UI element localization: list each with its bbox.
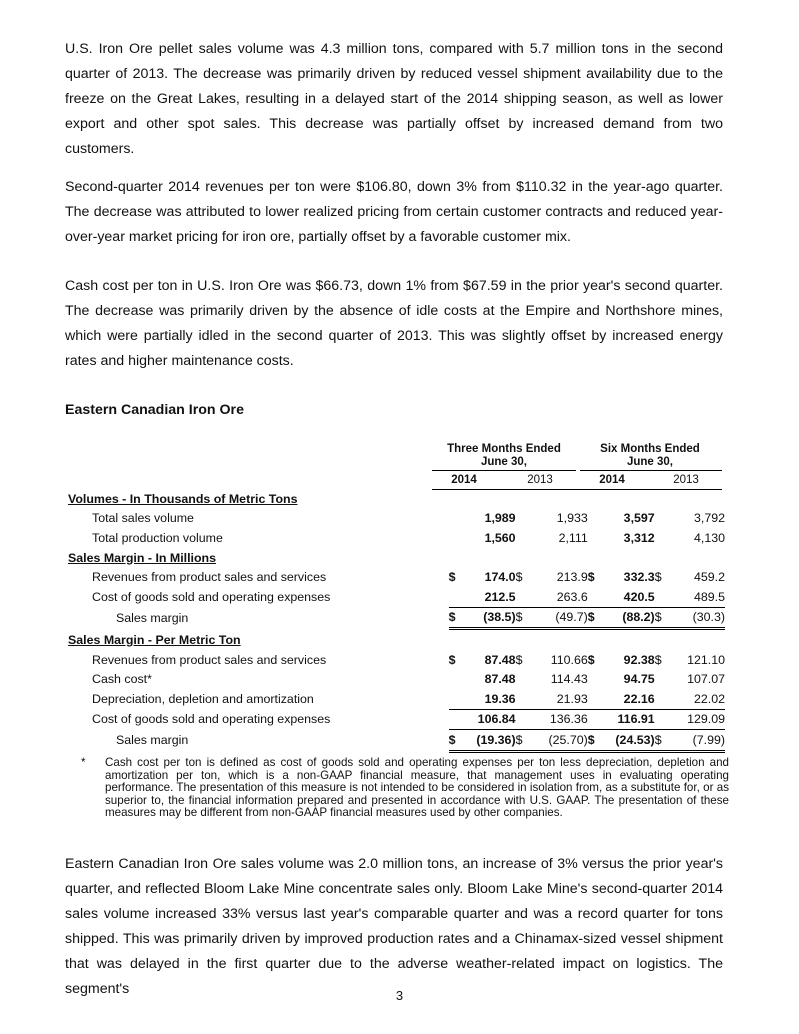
cell-value: 22.16 [623,691,655,706]
row-label: Revenues from product sales and services [92,570,327,585]
paragraph-cash-cost: Cash cost per ton in U.S. Iron Ore was $66.73, down 1% from $67.59 in the prior year's second quarter. The decrease was primarily driven by the absence of idle costs at the Empire and Northshore mines, which were partially idled in the second quarter of 2013. This was slightly offset by increased energy rates and higher maintenance costs. [65,278,723,369]
footnote-marker: * [81,756,86,769]
cell-value: (25.70) [527,730,588,752]
paragraph-eastern-canadian-volume: Eastern Canadian Iron Ore sales volume was 2.0 million tons, an increase of 3% versus the prior year's quarter, and reflected Bloom Lake Mine concentrate sales only. Bloom Lake Mine's second-quarter 2014 sales volume increased 33% versus last year's comparable quarter and was a record quarter for tons shipped. This was primarily driven by improved production rates and a Chinamax-sized vessel shipment that was delayed in the first quarter due to the adverse weather-related impact on logistics. The segment's [65,856,723,997]
currency-symbol: $ [516,730,527,752]
currency-symbol: $ [515,652,523,667]
row-label: Depreciation, depletion and amortization [92,691,314,706]
row-label: Sales margin [116,733,189,748]
section-label-margin-per-ton: Sales Margin - Per Metric Ton [68,632,241,647]
cell-value: (49.7) [527,607,588,629]
year-header-3m-2013: 2013 [527,474,553,486]
currency-symbol: $ [448,570,456,585]
cell-value: 21.93 [556,691,588,706]
cell-value: 19.36 [484,691,516,706]
year-header-6m-2014: 2014 [599,474,625,486]
section-label-margin-millions: Sales Margin - In Millions [68,550,217,565]
cell-value: 107.07 [687,672,725,687]
cell-value: (88.2) [599,607,655,629]
cell-value: 87.48 [484,672,516,687]
table-row [65,587,725,607]
cell-value: 420.5 [623,589,655,604]
currency-symbol: $ [655,730,666,752]
currency-symbol: $ [516,607,527,629]
cell-value: 1,989 [484,511,516,526]
currency-symbol: $ [654,652,662,667]
row-label: Cash cost* [92,672,152,687]
currency-symbol: $ [515,570,523,585]
row-label: Total production volume [92,530,223,545]
currency-symbol: $ [448,652,456,667]
section-label-volumes: Volumes - In Thousands of Metric Tons [68,491,298,506]
cell-value: 106.84 [460,709,516,730]
cell-value: (7.99) [666,730,725,752]
cell-value: 136.36 [527,709,588,730]
cell-value: 92.38 [623,652,655,667]
section-heading: Eastern Canadian Iron Ore [65,402,244,418]
year-header-6m-2013: 2013 [673,474,699,486]
six-months-header-line1: Six Months Ended [600,443,700,455]
cell-value: 110.66 [550,652,588,667]
currency-symbol: $ [449,607,460,629]
row-label: Sales margin [116,610,189,625]
three-months-header-line2: June 30, [480,456,528,468]
six-months-header-line2: June 30, [626,456,674,468]
cell-value: 129.09 [666,709,725,730]
table-row [65,528,725,548]
six-months-header [580,443,720,469]
paragraph-us-sales-volume: U.S. Iron Ore pellet sales volume was 4.3 million tons, compared with 5.7 million tons in the second quarter of 2013. The decrease was primarily driven by reduced vessel shipment availability due to the freeze on the Great Lakes, resulting in a delayed start of the 2014 shipping season, as well as lower export and other spot sales. This decrease was partially offset by increased demand from two customers. [65,41,723,157]
cell-value: 213.9 [556,570,588,585]
currency-symbol: $ [654,570,662,585]
cell-value: 263.6 [556,589,588,604]
cell-value: 3,597 [623,511,655,526]
cell-value: 114.43 [550,672,588,687]
cell-value: 121.10 [687,652,725,667]
table-row [65,689,725,709]
cell-value: 22.02 [693,691,725,706]
cell-value: 4,130 [693,530,725,545]
financial-table [65,489,725,753]
page-number: 3 [395,988,404,1003]
cell-value: 3,792 [693,511,725,526]
currency-symbol: $ [587,570,595,585]
cell-value: 116.91 [599,709,655,730]
row-label: Cost of goods sold and operating expenses [92,590,331,605]
table-row [65,607,725,629]
currency-symbol: $ [655,607,666,629]
currency-symbol: $ [588,730,599,752]
six-months-rule [580,470,722,471]
cell-value: 87.48 [484,652,516,667]
currency-symbol: $ [587,652,595,667]
table-row [65,730,725,752]
table-row [65,509,725,529]
currency-symbol: $ [588,607,599,629]
cell-value: 489.5 [693,589,725,604]
cell-value: 1,560 [484,530,516,545]
footnote [81,757,729,820]
cell-value: 332.3 [623,570,655,585]
footnote-text: Cash cost per ton is defined as cost of goods sold and operating expenses per ton less depreciation, depletion and amortization per ton, which is a non-GAAP financial measure, that management uses in evaluating operating performance. The presentation of this measure is not intended to be considered in isolation from, as a substitute for, or as superior to, the financial information prepared and presented in accordance with U.S. GAAP. The presentation of these measures may be different from non-GAAP financial measures used by other companies. [105,756,729,820]
cell-value: 1,933 [556,511,588,526]
cell-value: 212.5 [484,589,516,604]
three-months-rule [432,470,576,471]
cell-value: 2,111 [558,530,588,545]
row-label: Revenues from product sales and services [92,652,327,667]
table-section-row [65,489,725,509]
year-header-3m-2014: 2014 [451,474,477,486]
row-label: Cost of goods sold and operating expenses [92,712,331,727]
table-row [65,567,725,587]
cell-value: 459.2 [693,570,725,585]
table-row [65,709,725,730]
cell-value: (30.3) [666,607,725,629]
cell-value: 174.0 [484,570,516,585]
table-section-row [65,548,725,568]
table-row [65,669,725,689]
three-months-header-line1: Three Months Ended [447,443,561,455]
cell-value: (24.53) [599,730,655,752]
table-section-row [65,629,725,650]
table-row [65,650,725,670]
row-label: Total sales volume [92,511,194,526]
currency-symbol: $ [449,730,460,752]
cell-value: (38.5) [460,607,516,629]
paragraph-revenues-per-ton: Second-quarter 2014 revenues per ton were $106.80, down 3% from $110.32 in the year-ago quarter. The decrease was attributed to lower realized pricing from certain customer contracts and reduced year-over-year market pricing for iron ore, partially offset by a favorable customer mix. [65,179,723,245]
cell-value: 94.75 [623,672,655,687]
cell-value: 3,312 [623,530,655,545]
three-months-header [432,443,576,469]
cell-value: (19.36) [460,730,516,752]
